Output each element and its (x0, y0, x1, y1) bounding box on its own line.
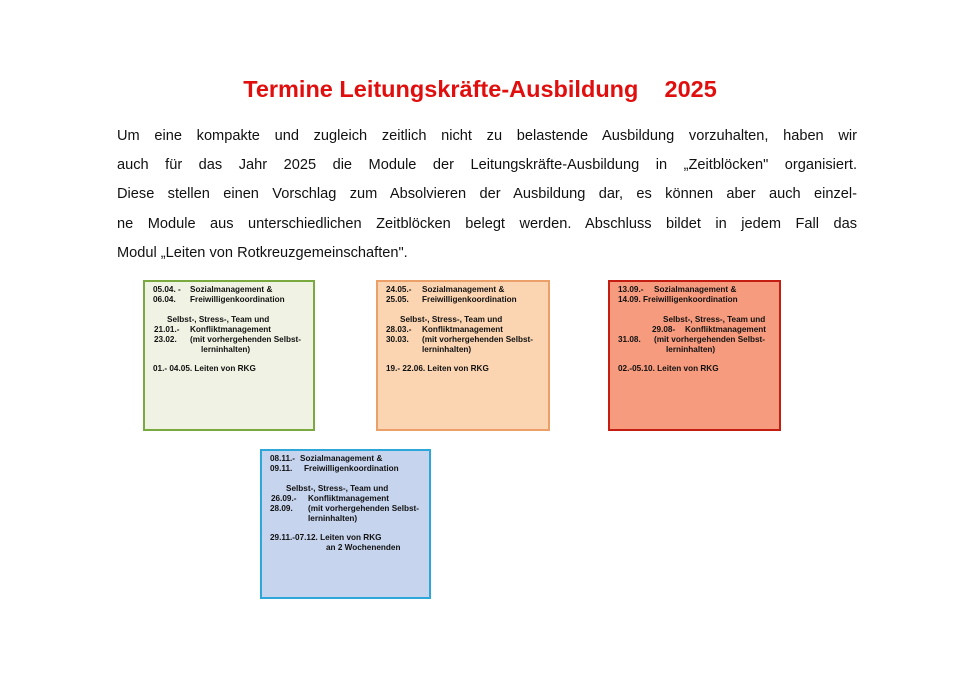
intro-line: ne Module aus unterschiedlichen Zeitblöcken belegt werden. Abschluss bildet in jedem Fall das (117, 215, 857, 232)
block-module: Sozialmanagement & (190, 285, 273, 294)
block-module: Selbst-, Stress-, Team und (286, 484, 389, 493)
block-module: Sozialmanagement & (654, 285, 737, 294)
block-module: Sozialmanagement & (300, 454, 383, 463)
block-module: Freiwilligenkoordination (643, 295, 738, 304)
block-module: Freiwilligenkoordination (190, 295, 285, 304)
block-date: 13.09.- (618, 285, 644, 294)
block-module: lerninhalten) (422, 345, 472, 354)
block-final-module: 02.-05.10. Leiten von RKG (618, 364, 719, 373)
block-module: Freiwilligenkoordination (422, 295, 517, 304)
block-module: Konfliktmanagement (422, 325, 503, 334)
intro-paragraph (117, 122, 857, 268)
page-title: Termine Leitungskräfte-Ausbildung 2025 (243, 76, 717, 102)
block-date: 09.11. (270, 464, 293, 473)
block-date: 14.09. (618, 295, 641, 304)
block-module: lerninhalten) (201, 345, 251, 354)
block-module: (mit vorhergehenden Selbst- (190, 335, 302, 344)
block-date: 23.02. (154, 335, 177, 344)
block-final-module: 19.- 22.06. Leiten von RKG (386, 364, 489, 373)
block-date: 24.05.- (386, 285, 412, 294)
block-final-module-note: an 2 Wochenenden (326, 543, 401, 552)
intro-line: Diese stellen einen Vorschlag zum Absolvieren der Ausbildung dar, es können aber auch einzel- (117, 186, 857, 203)
block-date: 26.09.- (271, 494, 297, 503)
block-module: (mit vorhergehenden Selbst- (654, 335, 766, 344)
block-module: (mit vorhergehenden Selbst- (422, 335, 534, 344)
block-module: Konfliktmanagement (308, 494, 389, 503)
block-final-module: 29.11.-07.12. Leiten von RKG (270, 533, 382, 542)
block-module: lerninhalten) (308, 514, 358, 523)
time-block-red (608, 280, 781, 431)
block-date: 30.03. (386, 335, 409, 344)
block-date: 06.04. (153, 295, 176, 304)
block-module: Konfliktmanagement (685, 325, 766, 334)
block-date: 25.05. (386, 295, 409, 304)
intro-line: Um eine kompakte und zugleich zeitlich nicht zu belastende Ausbildung vorzuhalten, haben wir (117, 128, 857, 144)
block-module: Selbst-, Stress-, Team und (400, 315, 503, 324)
block-date: 28.09. (270, 504, 293, 513)
block-module: Selbst-, Stress-, Team und (167, 315, 270, 324)
block-module: (mit vorhergehenden Selbst- (308, 504, 420, 513)
block-module: Selbst-, Stress-, Team und (663, 315, 766, 324)
block-module: lerninhalten) (666, 345, 716, 354)
intro-line: auch für das Jahr 2025 die Module der Leitungskräfte-Ausbildung in „Zeitblöcken" organisiert. (117, 157, 857, 174)
block-date: 21.01.- (154, 325, 180, 334)
block-module: Sozialmanagement & (422, 285, 505, 294)
block-date: 28.03.- (386, 325, 412, 334)
block-final-module: 01.- 04.05. Leiten von RKG (153, 364, 256, 373)
block-date: 29.08- (652, 325, 676, 334)
time-block-orange (376, 280, 550, 431)
block-module: Konfliktmanagement (190, 325, 271, 334)
block-date: 31.08. (618, 335, 641, 344)
block-date: 08.11.- (270, 454, 296, 463)
block-date: 05.04. - (153, 285, 181, 294)
block-module: Freiwilligenkoordination (304, 464, 399, 473)
time-block-blue (260, 449, 431, 599)
intro-line: Modul „Leiten von Rotkreuzgemeinschaften". (117, 244, 408, 261)
time-block-green (143, 280, 315, 431)
